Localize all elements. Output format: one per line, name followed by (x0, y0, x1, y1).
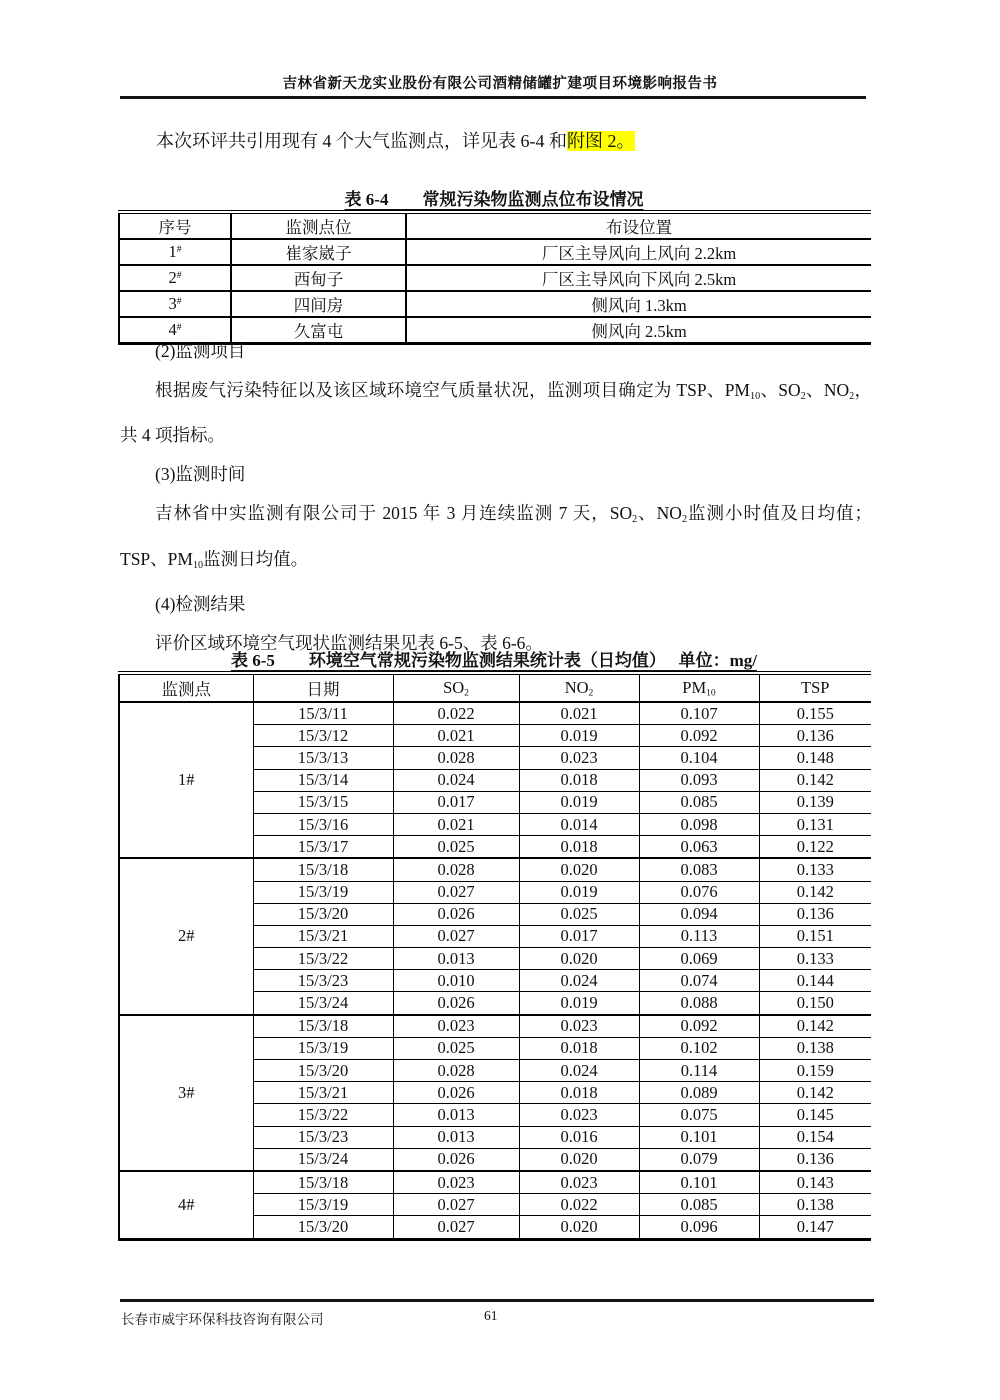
date-cell: 15/3/12 (253, 725, 393, 747)
value-cell: 0.018 (519, 1082, 639, 1104)
column-header (253, 673, 393, 702)
table-row (119, 1015, 871, 1038)
value-cell: 0.104 (639, 747, 759, 769)
value-cell: 0.018 (519, 836, 639, 859)
value-cell: 0.013 (393, 1104, 519, 1126)
serial-cell (119, 265, 231, 291)
body-paragraph (120, 332, 872, 371)
text-segment: TSP (801, 678, 830, 697)
intro-paragraph (120, 121, 872, 161)
date-cell: 15/3/20 (253, 903, 393, 925)
value-cell: 0.094 (639, 903, 759, 925)
date-cell: 15/3/24 (253, 1148, 393, 1171)
text-segment: (2)监测项目 (155, 341, 246, 361)
date-cell: 15/3/18 (253, 1171, 393, 1194)
table-row (119, 239, 871, 265)
value-cell: 0.028 (393, 1060, 519, 1082)
value-cell: 0.092 (639, 725, 759, 747)
value-cell: 0.101 (639, 1171, 759, 1194)
date-cell: 15/3/20 (253, 1216, 393, 1239)
date-cell: 15/3/13 (253, 747, 393, 769)
text-segment: 根据废气污染特征以及该区域环境空气质量状况，监测项目确定为 TSP、PM (155, 379, 750, 400)
value-cell: 0.023 (519, 747, 639, 769)
site-name-cell: 西甸子 (231, 265, 406, 291)
value-cell: 0.023 (519, 1104, 639, 1126)
footer-rule (120, 1299, 874, 1302)
value-cell: 0.138 (759, 1037, 871, 1059)
monitoring-site-cell: 2# (119, 858, 253, 1014)
column-header: 监测点位 (231, 212, 406, 239)
value-cell: 0.018 (519, 1037, 639, 1059)
value-cell: 0.013 (393, 1126, 519, 1148)
text-segment: 2 (588, 687, 594, 699)
text-segment: (4)检测结果 (155, 594, 246, 615)
table-6-4 (118, 210, 871, 345)
value-cell: 0.026 (393, 903, 519, 925)
value-cell: 0.142 (759, 1015, 871, 1038)
table-6-4-title-text: 表 6-4 常规污染物监测点位布设情况 (344, 190, 644, 209)
value-cell: 0.017 (519, 925, 639, 947)
value-cell: 0.021 (519, 702, 639, 725)
value-cell: 0.113 (639, 925, 759, 947)
column-header (393, 673, 519, 702)
body-paragraphs (120, 332, 872, 663)
text-segment: 监测日均值。 (203, 548, 309, 569)
value-cell: 0.142 (759, 881, 871, 903)
value-cell: 0.143 (759, 1171, 871, 1194)
table-6-4-body (119, 239, 871, 344)
value-cell: 0.133 (759, 858, 871, 881)
text-segment: # (176, 269, 182, 281)
text-segment: 2 (681, 513, 688, 525)
date-cell: 15/3/19 (253, 1194, 393, 1216)
value-cell: 0.151 (759, 925, 871, 947)
date-cell: 15/3/14 (253, 769, 393, 791)
value-cell: 0.026 (393, 1148, 519, 1171)
date-cell: 15/3/17 (253, 836, 393, 859)
value-cell: 0.019 (519, 881, 639, 903)
value-cell: 0.076 (639, 881, 759, 903)
column-header (119, 673, 253, 702)
value-cell: 0.022 (393, 702, 519, 725)
value-cell: 0.023 (393, 1015, 519, 1038)
body-paragraph (120, 455, 872, 494)
text-segment: 2 (464, 687, 469, 699)
value-cell: 0.114 (639, 1060, 759, 1082)
text-segment: 10 (192, 559, 204, 571)
date-cell: 15/3/21 (253, 925, 393, 947)
value-cell: 0.027 (393, 1194, 519, 1216)
value-cell: 0.063 (639, 836, 759, 859)
value-cell: 0.147 (759, 1216, 871, 1239)
date-cell: 15/3/19 (253, 1037, 393, 1059)
value-cell: 0.136 (759, 1148, 871, 1171)
value-cell: 0.013 (393, 948, 519, 970)
value-cell: 0.138 (759, 1194, 871, 1216)
value-cell: 0.136 (759, 725, 871, 747)
text-segment: 10 (706, 687, 716, 699)
value-cell: 0.096 (639, 1216, 759, 1239)
date-cell: 15/3/23 (253, 1126, 393, 1148)
location-cell: 厂区主导风向下风向 2.5km (406, 265, 871, 291)
value-cell: 0.122 (759, 836, 871, 859)
value-cell: 0.139 (759, 791, 871, 813)
footer-page-number: 61 (484, 1308, 498, 1323)
monitoring-site-cell: 3# (119, 1015, 253, 1171)
page-header-title: 吉林省新天龙实业股份有限公司酒精储罐扩建项目环境影响报告书 (282, 76, 718, 92)
value-cell: 0.142 (759, 1082, 871, 1104)
value-cell: 0.026 (393, 1082, 519, 1104)
value-cell: 0.026 (393, 992, 519, 1015)
value-cell: 0.020 (519, 1216, 639, 1239)
value-cell: 0.020 (519, 1148, 639, 1171)
value-cell: 0.131 (759, 813, 871, 835)
date-cell: 15/3/15 (253, 791, 393, 813)
value-cell: 0.010 (393, 970, 519, 992)
text-segment: 2 (800, 390, 806, 402)
column-header: 序号 (119, 212, 231, 239)
text-segment: 评价区域环境空气现状监测结果见表 6-5、表 6-6。 (155, 633, 543, 654)
text-segment: ，共 4 项指标。 (120, 379, 873, 446)
serial-cell (119, 239, 231, 265)
value-cell: 0.074 (639, 970, 759, 992)
value-cell: 0.159 (759, 1060, 871, 1082)
footer-company: 长春市威宇环保科技咨询有限公司 (121, 1312, 324, 1327)
text-segment: 1 (168, 242, 177, 261)
body-paragraph (120, 371, 872, 455)
text-segment: 3 (168, 294, 177, 313)
date-cell: 15/3/18 (253, 1015, 393, 1038)
text-segment: 10 (750, 390, 761, 402)
value-cell: 0.102 (639, 1037, 759, 1059)
text-segment: 2 (632, 513, 638, 525)
value-cell: 0.025 (519, 903, 639, 925)
value-cell: 0.069 (639, 948, 759, 970)
date-cell: 15/3/18 (253, 858, 393, 881)
value-cell: 0.019 (519, 992, 639, 1015)
value-cell: 0.024 (393, 769, 519, 791)
site-name-cell: 久富屯 (231, 317, 406, 344)
text-segment: # (176, 321, 182, 333)
value-cell: 0.133 (759, 948, 871, 970)
value-cell: 0.098 (639, 813, 759, 835)
date-cell: 15/3/22 (253, 948, 393, 970)
column-header (519, 673, 639, 702)
column-header (759, 673, 871, 702)
value-cell: 0.025 (393, 1037, 519, 1059)
serial-cell (119, 291, 231, 317)
value-cell: 0.088 (639, 992, 759, 1015)
table-row (119, 702, 871, 725)
value-cell: 0.027 (393, 1216, 519, 1239)
value-cell: 0.083 (639, 858, 759, 881)
value-cell: 0.023 (519, 1171, 639, 1194)
value-cell: 0.145 (759, 1104, 871, 1126)
value-cell: 0.020 (519, 948, 639, 970)
value-cell: 0.085 (639, 791, 759, 813)
text-segment: NO (564, 677, 589, 697)
text-segment: 、SO (760, 379, 801, 400)
text-segment: (3)监测时间 (155, 464, 246, 485)
value-cell: 0.021 (393, 725, 519, 747)
text-segment: # (176, 243, 182, 255)
value-cell: 0.024 (519, 1060, 639, 1082)
text-segment: 、NO (637, 503, 682, 524)
text-segment: PM (682, 677, 707, 697)
column-header (639, 673, 759, 702)
date-cell: 15/3/21 (253, 1082, 393, 1104)
value-cell: 0.027 (393, 925, 519, 947)
location-cell: 厂区主导风向上风向 2.2km (406, 239, 871, 265)
value-cell: 0.016 (519, 1126, 639, 1148)
text-segment: 2 (849, 390, 855, 402)
value-cell: 0.093 (639, 769, 759, 791)
table-6-5-title (118, 646, 870, 671)
header-rule (120, 96, 866, 99)
value-cell: 0.142 (759, 769, 871, 791)
value-cell: 0.018 (519, 769, 639, 791)
monitoring-site-cell: 1# (119, 702, 253, 858)
table-6-4-header-row (119, 212, 871, 239)
value-cell: 0.023 (393, 1171, 519, 1194)
date-cell: 15/3/19 (253, 881, 393, 903)
table-6-5-title-text: 表 6-5 环境空气常规污染物监测结果统计表（日均值） 单位：mg/ (230, 651, 758, 670)
table-row (119, 1171, 871, 1194)
table-row (119, 858, 871, 881)
value-cell: 0.136 (759, 903, 871, 925)
table-6-5-body (119, 702, 871, 1239)
date-cell: 15/3/11 (253, 702, 393, 725)
location-cell: 侧风向 1.3km (406, 291, 871, 317)
value-cell: 0.144 (759, 970, 871, 992)
value-cell: 0.079 (639, 1148, 759, 1171)
table-6-5-header-row (119, 673, 871, 702)
column-header: 布设位置 (606, 218, 672, 237)
body-paragraph (120, 494, 872, 585)
value-cell: 0.021 (393, 813, 519, 835)
body-paragraph (120, 585, 872, 624)
table-row (119, 291, 871, 317)
text-segment: 日期 (306, 680, 340, 699)
table-row (119, 265, 871, 291)
value-cell: 0.148 (759, 747, 871, 769)
value-cell: 0.019 (519, 725, 639, 747)
value-cell: 0.017 (393, 791, 519, 813)
text-segment: 、NO (805, 379, 850, 400)
date-cell: 15/3/23 (253, 970, 393, 992)
date-cell: 15/3/22 (253, 1104, 393, 1126)
table-6-5 (118, 671, 871, 1241)
value-cell: 0.154 (759, 1126, 871, 1148)
value-cell: 0.027 (393, 881, 519, 903)
date-cell: 15/3/16 (253, 813, 393, 835)
value-cell: 0.028 (393, 858, 519, 881)
value-cell: 0.024 (519, 970, 639, 992)
text-segment: 吉林省中实监测有限公司于 2015 年 3 月连续监测 7 天，SO (155, 503, 633, 524)
text-segment: # (176, 295, 182, 307)
text-segment: 监测点 (161, 680, 211, 699)
highlighted-text: 附图 2。 (567, 131, 635, 151)
value-cell: 0.092 (639, 1015, 759, 1038)
value-cell: 0.022 (519, 1194, 639, 1216)
site-name-cell: 四间房 (231, 291, 406, 317)
date-cell: 15/3/20 (253, 1060, 393, 1082)
value-cell: 0.020 (519, 858, 639, 881)
text-segment: SO (443, 677, 465, 697)
table-6-4-title (118, 185, 870, 210)
value-cell: 0.025 (393, 836, 519, 859)
date-cell: 15/3/24 (253, 992, 393, 1015)
value-cell: 0.089 (639, 1082, 759, 1104)
value-cell: 0.085 (639, 1194, 759, 1216)
value-cell: 0.075 (639, 1104, 759, 1126)
value-cell: 0.019 (519, 791, 639, 813)
text-segment: 监测小时值及日均值；TSP、PM (120, 503, 873, 569)
text-segment: 本次环评共引用现有 4 个大气监测点，详见表 6-4 和 (156, 131, 567, 151)
site-name-cell: 崔家崴子 (231, 239, 406, 265)
value-cell: 0.150 (759, 992, 871, 1015)
text-segment: 4 (168, 320, 177, 339)
value-cell: 0.028 (393, 747, 519, 769)
value-cell: 0.101 (639, 1126, 759, 1148)
text-segment: 2 (168, 268, 177, 287)
value-cell: 0.155 (759, 702, 871, 725)
value-cell: 0.107 (639, 702, 759, 725)
value-cell: 0.014 (519, 813, 639, 835)
monitoring-site-cell: 4# (119, 1171, 253, 1239)
value-cell: 0.023 (519, 1015, 639, 1038)
location-cell: 侧风向 2.5km (406, 317, 871, 344)
